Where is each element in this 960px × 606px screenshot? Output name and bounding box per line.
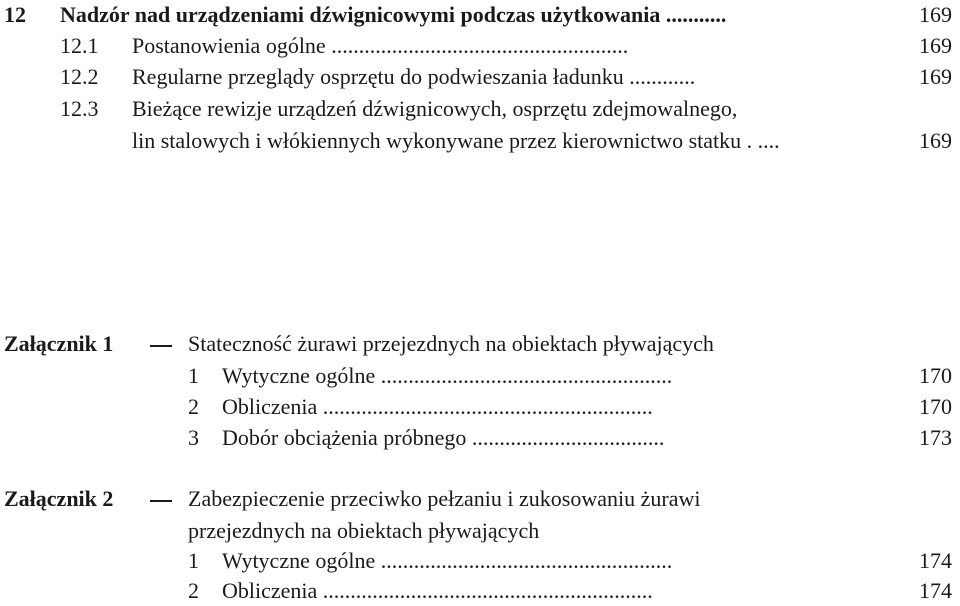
item-page: 170 — [919, 394, 952, 419]
appendix-label: Załącznik 1 — [4, 331, 114, 356]
appendix-title-line2: przejezdnych na obiektach pływających — [188, 518, 540, 543]
item-number: 1 — [188, 548, 199, 573]
appendix-label: Załącznik 2 — [4, 486, 114, 511]
item-number: 1 — [188, 363, 199, 388]
toc-section-row-continued — [0, 126, 960, 156]
chapter-title: Nadzór nad urządzeniami dźwignicowymi podczas użytkowania ........... — [60, 2, 727, 27]
section-page: 169 — [919, 128, 952, 153]
section-page: 169 — [919, 64, 952, 89]
toc-chapter-row — [0, 0, 960, 30]
appendix-title-line1: Zabezpieczenie przeciwko pełzaniu i zukosowaniu żurawi — [188, 486, 701, 511]
section-number: 12.1 — [60, 33, 99, 58]
item-page: 174 — [919, 548, 952, 573]
item-title: Obliczenia ............................................................ — [222, 394, 653, 419]
toc-appendix-row — [0, 329, 960, 359]
item-number: 2 — [188, 578, 199, 603]
toc-appendix-row — [0, 484, 960, 514]
toc-section-row — [0, 62, 960, 92]
item-title: Obliczenia ............................................................ — [222, 578, 653, 603]
item-title: Wytyczne ogólne ..................................................... — [222, 363, 673, 388]
item-number: 3 — [188, 425, 199, 450]
section-number: 12.2 — [60, 64, 99, 89]
toc-section-row — [0, 31, 960, 61]
toc-section-row — [0, 94, 960, 124]
item-page: 174 — [919, 578, 952, 603]
toc-appendix-item-row — [0, 361, 960, 391]
toc-appendix-item-row — [0, 546, 960, 576]
chapter-page: 169 — [919, 2, 952, 27]
section-page: 169 — [919, 33, 952, 58]
item-title: Dobór obciążenia próbnego ................................... — [222, 425, 665, 450]
toc-appendix-item-row — [0, 392, 960, 422]
section-title-line1: Bieżące rewizje urządzeń dźwignicowych, osprzętu zdejmowalnego, — [132, 96, 738, 121]
section-title-line2: lin stalowych i włókiennych wykonywane przez kierownictwo statku . .... — [132, 128, 780, 153]
item-number: 2 — [188, 394, 199, 419]
item-page: 173 — [919, 425, 952, 450]
chapter-number: 12 — [4, 2, 26, 27]
item-page: 170 — [919, 363, 952, 388]
section-number: 12.3 — [60, 96, 99, 121]
toc-appendix-item-row — [0, 423, 960, 453]
section-title: Postanowienia ogólne ...................................................... — [132, 33, 629, 58]
toc-appendix-row-continued — [0, 516, 960, 546]
appendix-title: Stateczność żurawi przejezdnych na obiektach pływających — [188, 331, 714, 356]
section-title: Regularne przeglądy osprzętu do podwieszania ładunku ............ — [132, 64, 696, 89]
item-title: Wytyczne ogólne ..................................................... — [222, 548, 673, 573]
